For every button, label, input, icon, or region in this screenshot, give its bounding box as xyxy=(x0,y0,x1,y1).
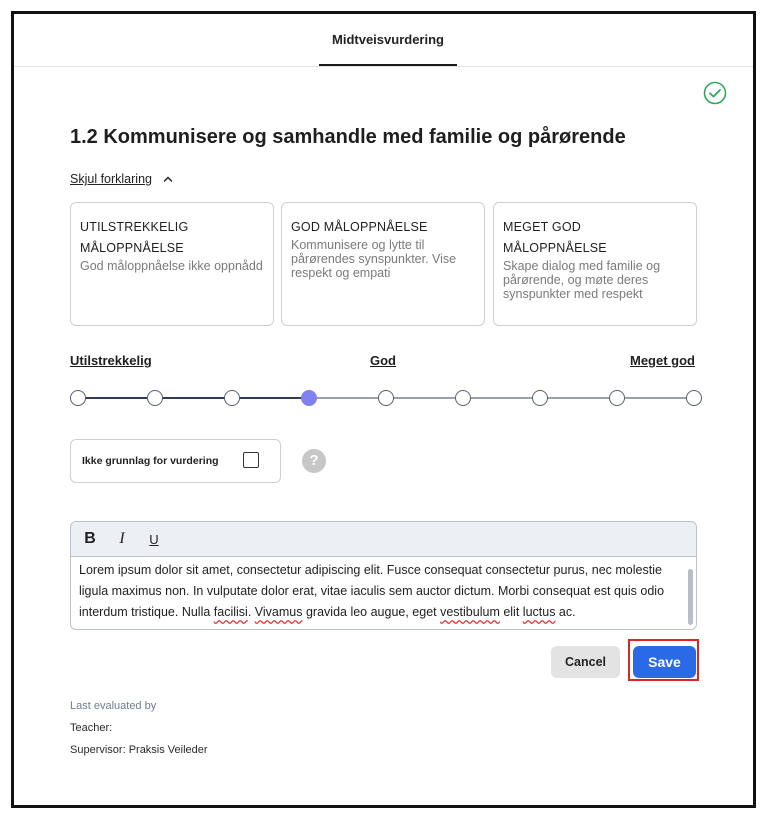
scale-label-low: Utilstrekkelig xyxy=(70,353,152,368)
bold-button[interactable]: B xyxy=(84,530,96,547)
level-card-description: Skape dialog med familie og pårørende, og møte deres synspunkter med respekt xyxy=(503,259,661,301)
hide-explanation-toggle[interactable] xyxy=(70,172,174,186)
scale-step-8[interactable] xyxy=(609,390,625,406)
check-circle-icon xyxy=(703,81,727,105)
chevron-up-icon xyxy=(162,173,174,185)
rating-scale[interactable] xyxy=(70,386,702,410)
tab-bar xyxy=(14,14,753,67)
scale-step-2[interactable] xyxy=(147,390,163,406)
italic-button[interactable]: I xyxy=(119,530,125,547)
scale-step-3[interactable] xyxy=(224,390,240,406)
supervisor-label: Supervisor: Praksis Veileder xyxy=(70,744,208,756)
scale-label-high: Meget god xyxy=(630,353,695,368)
misspelled-word: facilisi xyxy=(213,605,248,619)
hide-explanation-label: Skjul forklaring xyxy=(70,172,152,186)
comment-textarea[interactable] xyxy=(71,557,696,623)
scale-step-5[interactable] xyxy=(378,390,394,406)
underline-button[interactable]: U xyxy=(149,531,159,547)
scale-label-mid: God xyxy=(370,353,396,368)
level-card-description: God måloppnåelse ikke oppnådd xyxy=(80,259,263,273)
level-card-god xyxy=(281,202,485,326)
comment-text: elit xyxy=(499,605,523,619)
cancel-button[interactable]: Cancel xyxy=(551,646,620,678)
scale-step-1[interactable] xyxy=(70,390,86,406)
modal-frame xyxy=(11,11,756,808)
teacher-label: Teacher: xyxy=(70,722,113,734)
save-button[interactable]: Save xyxy=(633,646,696,678)
last-evaluated-label: Last evaluated by xyxy=(70,700,157,712)
no-basis-label: Ikke grunnlag for vurdering xyxy=(82,455,219,467)
scale-step-6[interactable] xyxy=(455,390,471,406)
section-title: 1.2 Kommunisere og samhandle med familie og pårørende xyxy=(70,126,626,148)
level-card-description: Kommunisere og lytte til pårørendes synspunkter. Vise respekt og empati xyxy=(291,238,457,280)
comment-editor xyxy=(70,521,697,630)
level-card-meget-god xyxy=(493,202,697,326)
help-icon[interactable]: ? xyxy=(302,449,326,473)
scale-step-9[interactable] xyxy=(686,390,702,406)
misspelled-word: vestibulum xyxy=(440,605,500,619)
misspelled-word: Vivamus xyxy=(254,605,303,619)
level-card-title: UTILSTREKKELIG MÅLOPPNÅELSE xyxy=(80,220,189,255)
comment-text: Lorem ipsum dolor sit amet, consectetur adipiscing elit. Fusce consequat consectetur purus, nec molestie ligula maximus non. In vulputate dolor erat, vitae iaculis sem auctor dictum. Morbi consequat est quis odio interdum tristique. Nulla xyxy=(79,563,665,619)
scale-step-7[interactable] xyxy=(532,390,548,406)
editor-scrollbar[interactable] xyxy=(688,569,693,625)
misspelled-word: luctus xyxy=(522,605,556,619)
no-basis-checkbox[interactable] xyxy=(243,452,259,468)
scale-step-4[interactable] xyxy=(301,390,317,406)
tab-midtveisvurdering[interactable]: Midtveisvurdering xyxy=(319,14,457,66)
no-basis-option[interactable] xyxy=(70,439,281,483)
comment-text: ac. xyxy=(555,605,576,619)
level-card-title: GOD MÅLOPPNÅELSE xyxy=(291,220,428,234)
level-card-utilstrekkelig xyxy=(70,202,274,326)
editor-toolbar xyxy=(71,522,696,557)
scale-fill xyxy=(78,397,309,399)
comment-text: gravida leo augue, eget xyxy=(302,605,441,619)
comment-text: . xyxy=(247,605,255,619)
level-card-title: MEGET GOD MÅLOPPNÅELSE xyxy=(503,220,607,255)
